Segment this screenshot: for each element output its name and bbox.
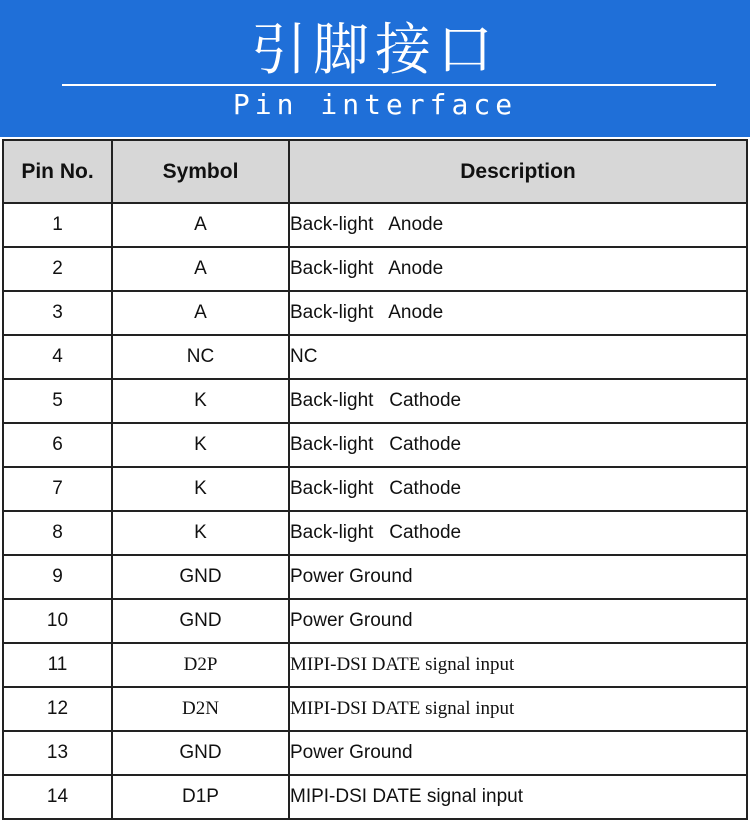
pin-symbol: NC — [112, 335, 289, 379]
pin-number: 1 — [3, 203, 112, 247]
pin-description: MIPI-DSI DATE signal input — [289, 687, 747, 731]
table-row — [3, 203, 747, 247]
pin-number: 13 — [3, 731, 112, 775]
table-row — [3, 467, 747, 511]
pin-number: 7 — [3, 467, 112, 511]
pin-symbol: D2N — [112, 687, 289, 731]
pin-number: 3 — [3, 291, 112, 335]
page-title: 引脚接口 — [251, 18, 499, 83]
table-row — [3, 643, 747, 687]
pin-number: 2 — [3, 247, 112, 291]
pin-number: 4 — [3, 335, 112, 379]
pin-symbol: A — [112, 203, 289, 247]
table-row — [3, 687, 747, 731]
pin-description: Back-light Anode — [289, 203, 747, 247]
pin-symbol: A — [112, 247, 289, 291]
table-row — [3, 555, 747, 599]
pin-number: 14 — [3, 775, 112, 819]
pin-description: Back-light Cathode — [289, 467, 747, 511]
title-divider — [62, 84, 716, 86]
pin-description: MIPI-DSI DATE signal input — [289, 643, 747, 687]
pin-number: 5 — [3, 379, 112, 423]
pin-symbol: GND — [112, 555, 289, 599]
pin-number: 6 — [3, 423, 112, 467]
pin-table — [2, 139, 748, 820]
table-row — [3, 731, 747, 775]
pin-number: 12 — [3, 687, 112, 731]
pin-symbol: D2P — [112, 643, 289, 687]
pin-symbol: K — [112, 467, 289, 511]
table-row — [3, 335, 747, 379]
table-row — [3, 599, 747, 643]
pin-description: Back-light Anode — [289, 291, 747, 335]
pin-symbol: A — [112, 291, 289, 335]
pin-symbol: K — [112, 511, 289, 555]
pin-symbol: K — [112, 423, 289, 467]
page-subtitle: Pin interface — [232, 88, 518, 121]
pin-description: MIPI-DSI DATE signal input — [289, 775, 747, 819]
pin-number: 11 — [3, 643, 112, 687]
pin-symbol: GND — [112, 599, 289, 643]
pin-number: 8 — [3, 511, 112, 555]
title-banner — [0, 0, 750, 137]
table-row — [3, 247, 747, 291]
table-row — [3, 511, 747, 555]
pin-description: Back-light Cathode — [289, 423, 747, 467]
pin-number: 9 — [3, 555, 112, 599]
table-row — [3, 379, 747, 423]
pin-description: Back-light Cathode — [289, 511, 747, 555]
table-row — [3, 291, 747, 335]
pin-symbol: D1P — [112, 775, 289, 819]
pin-number: 10 — [3, 599, 112, 643]
header-symbol: Symbol — [112, 140, 289, 203]
pin-symbol: K — [112, 379, 289, 423]
pin-description: NC — [289, 335, 747, 379]
table-row — [3, 775, 747, 819]
pin-description: Back-light Anode — [289, 247, 747, 291]
table-header-row — [3, 140, 747, 203]
header-pin-no: Pin No. — [3, 140, 112, 203]
pin-description: Power Ground — [289, 555, 747, 599]
pin-description: Power Ground — [289, 599, 747, 643]
table-row — [3, 423, 747, 467]
pin-description: Back-light Cathode — [289, 379, 747, 423]
pin-symbol: GND — [112, 731, 289, 775]
header-description: Description — [289, 140, 747, 203]
pin-description: Power Ground — [289, 731, 747, 775]
